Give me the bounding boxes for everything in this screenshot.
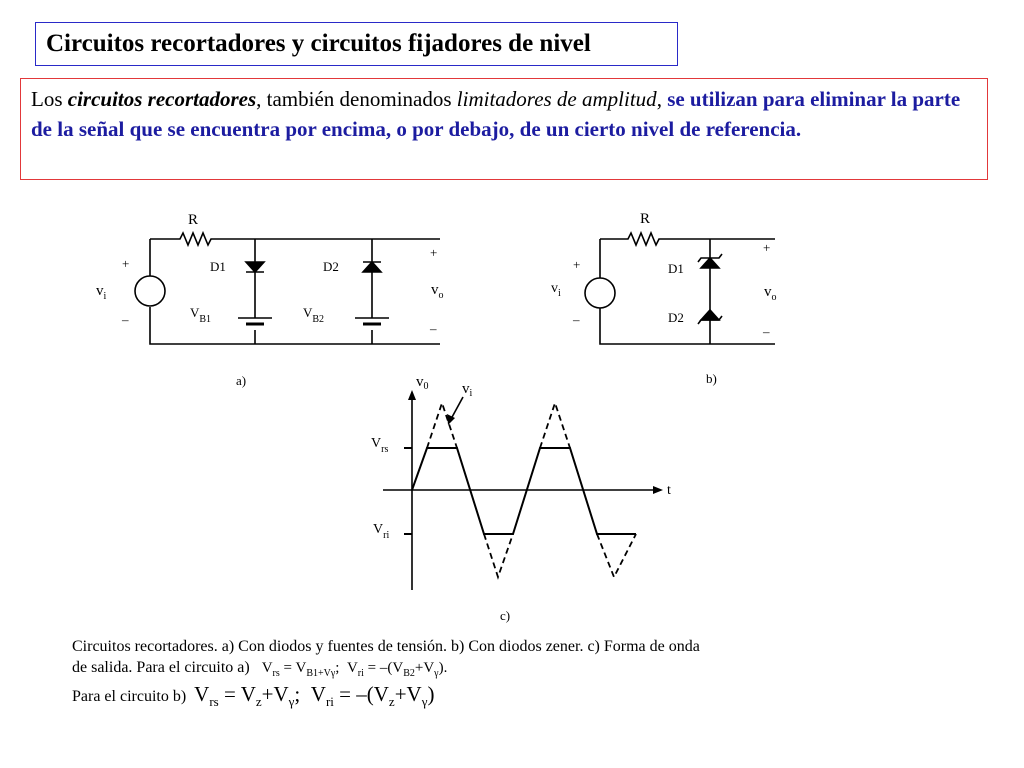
caption-line-1: Circuitos recortadores. a) Con diodos y fuentes de tensión. b) Con diodos zener. c) Forma de onda <box>72 638 700 655</box>
circuit-b-minus-in: – <box>573 312 580 327</box>
def-synonym: limitadores de amplitud <box>456 87 657 111</box>
circuit-a-r-label: R <box>188 212 199 228</box>
formula-vri-a: $V_{ri} = -(V_{B2}+V_\gamma)$. <box>346 660 448 679</box>
circuit-b-d2-label: D2 <box>668 310 684 325</box>
formula-vri-b: $V_{ri} = -(V_z+V_\gamma)$ <box>310 682 435 710</box>
circuit-b-caption-label: b) <box>706 371 717 386</box>
circuit-a-d2-label: D2 <box>323 259 339 274</box>
circuit-a-minus-out: – <box>430 321 437 336</box>
circuit-b-d2-zener-icon <box>701 310 719 320</box>
waveform-t-label: t <box>667 483 671 498</box>
circuit-a-vb2-label: $V_{B2}$ <box>303 305 325 325</box>
circuit-a-source-icon <box>135 276 165 306</box>
formula-vrs-a: $V_{rs} = V_{B1+V\gamma}$; <box>261 660 340 679</box>
circuit-b-r-label: R <box>640 211 651 227</box>
circuit-b-vo-label: $v_o$ <box>764 284 777 303</box>
formula-vrs-b: $V_{rs} = V_z+V_\gamma$; <box>194 682 301 710</box>
circuit-b-top-wire-resistor <box>600 233 775 245</box>
circuit-a-vi-label: $v_i$ <box>96 283 107 302</box>
waveform-level-ticks <box>404 448 412 534</box>
circuit-b-labels <box>551 211 777 386</box>
def-text-2: , también denominados <box>256 87 457 111</box>
circuit-b-wires <box>600 239 775 344</box>
circuit-b-d1-label: D1 <box>668 261 684 276</box>
circuit-a-plus-in: + <box>122 256 130 271</box>
waveform-v0-label: $v_0$ <box>416 374 429 392</box>
waveform-y-arrow <box>408 390 416 400</box>
waveform-labels <box>371 374 671 623</box>
circuit-b-plus-in: + <box>573 257 581 272</box>
waveform-vri-label: $V_{ri}$ <box>373 522 390 541</box>
circuit-b-plus-out: + <box>763 240 771 255</box>
def-reference: nivel de referencia. <box>625 117 802 141</box>
circuit-a-d2-diode-icon <box>363 262 381 272</box>
circuit-a-vo-label: $v_o$ <box>431 282 444 301</box>
circuit-a-top-wire-resistor <box>150 233 440 245</box>
waveform-plot <box>383 390 663 590</box>
circuit-a-plus-out: + <box>430 245 438 260</box>
def-term: circuitos recortadores <box>67 87 257 111</box>
caption-line-2: de salida. Para el circuito a) $V_{rs} = V_{B1+V\gamma}$; $V_{ri} = -(V_{B2}+V_\gamma)$. <box>72 659 448 679</box>
circuit-a-wires <box>150 239 440 344</box>
waveform-vrs-label: $V_{rs}$ <box>371 436 389 455</box>
circuit-a-caption-label: a) <box>236 373 247 388</box>
circuit-a-vb1-label: $V_{B1}$ <box>190 305 212 325</box>
waveform-vi-label: $v_i$ <box>462 381 473 399</box>
circuit-b-d1-zener-icon <box>701 258 719 268</box>
circuit-a <box>135 233 440 344</box>
slide-title: Circuitos recortadores y circuitos fijadores de nivel <box>35 22 678 66</box>
def-text-1: Los <box>31 87 68 111</box>
circuit-b-source-icon <box>585 278 615 308</box>
circuit-a-minus-in: – <box>122 312 129 327</box>
waveform-t-arrow <box>653 486 663 494</box>
def-purpose: se utilizan para eliminar la parte de la señal que se encuentra por encima, o por debajo, de un cierto <box>31 87 961 141</box>
circuit-b-minus-out: – <box>763 324 770 339</box>
waveform-clipped-output <box>412 448 636 534</box>
circuit-b <box>585 233 775 344</box>
caption-line-3: Para el circuito b) $V_{rs} = V_z+V_\gamma$; $V_{ri} = -(V_z+V_\gamma)$ <box>72 682 435 710</box>
circuit-b-vi-label: $v_i$ <box>551 281 561 299</box>
waveform-vi-pointer <box>451 397 463 419</box>
circuit-a-d1-label: D1 <box>210 259 226 274</box>
circuit-a-d1-diode-icon <box>246 262 264 272</box>
waveform-caption-label: c) <box>500 608 511 623</box>
figure-caption <box>72 636 872 712</box>
def-text-3: , <box>656 87 668 111</box>
